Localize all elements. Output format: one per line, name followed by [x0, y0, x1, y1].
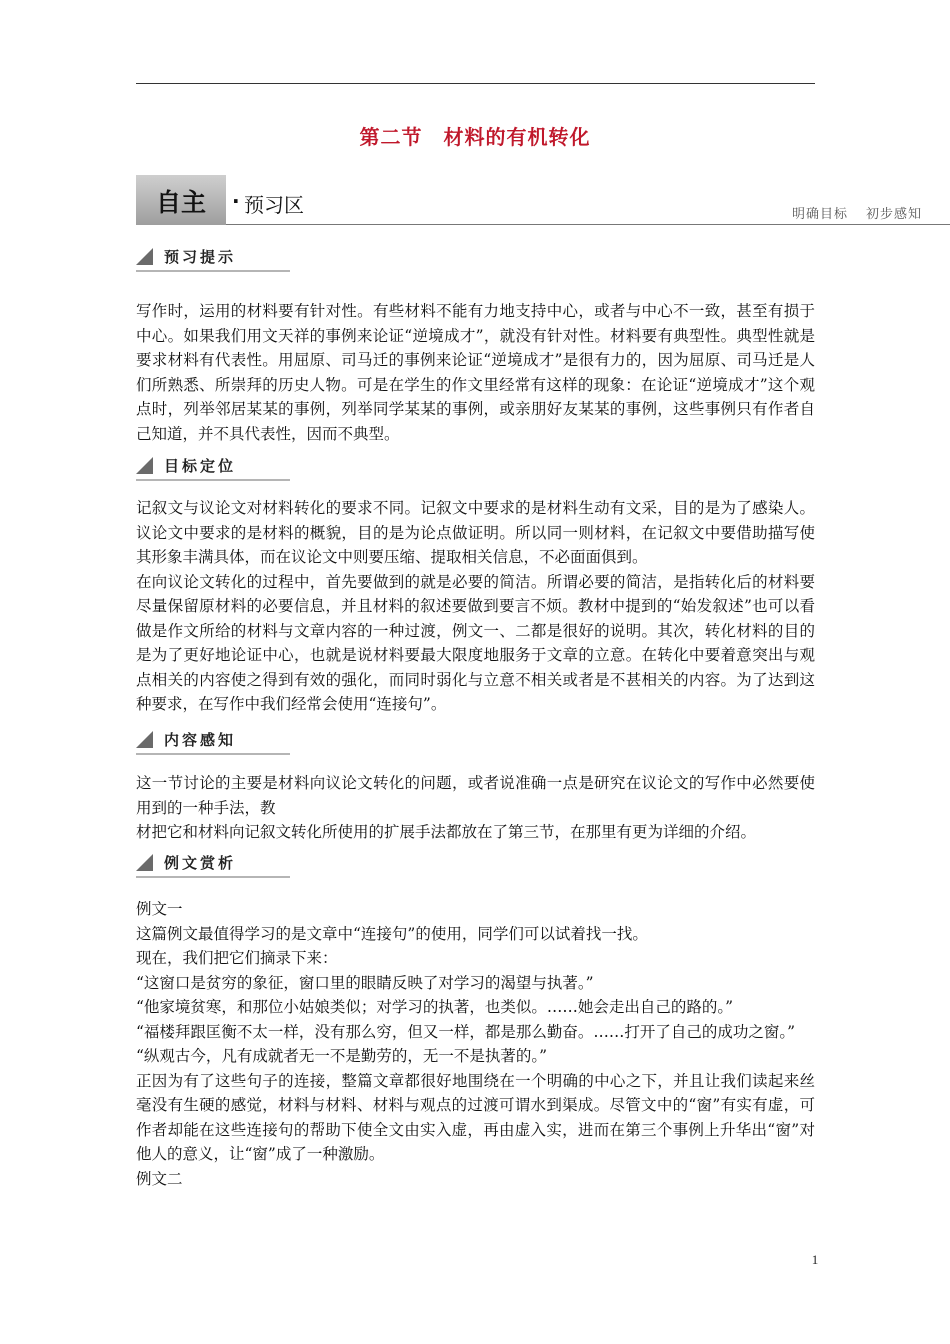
paragraph-text: 材把它和材料向记叙文转化所使用的扩展手法都放在了第三节，在那里有更为详细的介绍。	[136, 823, 757, 841]
quote-line: “他家境贫寒，和那位小姑娘类似；对学习的执著，也类似。……她会走出自己的路的。”	[136, 998, 734, 1016]
paragraph-text: 在向议论文转化的过程中，首先要做到的就是必要的简洁。所谓必要的简洁，是指转化后的材料要尽量保留原材料的必要信息，并且材料的叙述要做到要言不烦。教材中提到的“始发叙述”也可以看做是作文所给的材料与文章内容的一种过渡，例文一、二都是很好的说明。其次，转化材料的目的是为了更好地论证中心，也就是说材料要最大限度地服务于文章的立意。在转化中要着意突出与观点相关的内容使之得到有效的强化，而同时弱化与立意不相关或者是不甚相关的内容。为了达到这种要求，在写作中我们经常会使用“连接句”。	[136, 572, 815, 713]
section-banner	[136, 175, 950, 225]
paragraph-examples	[136, 897, 815, 1191]
triangle-icon	[136, 457, 153, 474]
triangle-icon	[136, 731, 153, 748]
section-heading-preview-tips	[136, 246, 290, 270]
section-heading-label: 内容感知	[164, 731, 237, 749]
paragraph-text: 正因为有了这些句子的连接，整篇文章都很好地围绕在一个明确的中心之下，并且让我们读起来丝毫没有生硬的感觉，材料与材料、材料与观点的过渡可谓水到渠成。尽管文中的“窗”有实有虚，可作者却能在这些连接句的帮助下使全文由实入虚，再由虚入实，进而在第三个事例上升华出“窗”对他人的意义，让“窗”成了一种激励。	[136, 1071, 815, 1163]
paragraph-text: 写作时，运用的材料要有针对性。有些材料不能有力地支持中心，或者与中心不一致，甚至有损于中心。如果我们用文天祥的事例来论证“逆境成才”，就没有针对性。材料要有典型性。典型性就是要求材料有代表性。用屈原、司马迁的事例来论证“逆境成才”是很有力的，因为屈原、司马迁是人们所熟悉、所崇拜的历史人物。可是在学生的作文里经常有这样的现象：在论证“逆境成才”这个观点时，列举邻居某某的事例，列举同学某某的事例，或亲朋好友某某的事例，这些事例只有作者自己知道，并不具代表性，因而不典型。	[136, 302, 815, 443]
banner-goal-2: 初步感知	[865, 207, 922, 222]
banner-goal-1: 明确目标	[791, 207, 848, 222]
banner-dot: ·	[232, 189, 240, 213]
section-heading-label: 例文赏析	[164, 854, 237, 872]
paragraph-goal	[136, 496, 815, 717]
triangle-icon	[136, 248, 153, 265]
section-heading-content	[136, 729, 290, 753]
banner-rule	[226, 224, 950, 225]
page-number: 1	[811, 1252, 819, 1267]
paragraph-preview-tips	[136, 299, 815, 446]
paragraph-content	[136, 771, 815, 845]
section-heading-rule	[136, 753, 290, 755]
section-heading-label: 预习提示	[164, 248, 237, 266]
paragraph-text: 这篇例文最值得学习的是文章中“连接句”的使用，同学们可以试着找一找。	[136, 924, 648, 943]
header-rule	[136, 83, 815, 84]
quote-line: “这窗口是贫穷的象征，窗口里的眼睛反映了对学习的渴望与执著。”	[136, 973, 594, 992]
section-heading-rule	[136, 270, 290, 272]
page-title: 第二节 材料的有机转化	[359, 125, 591, 149]
section-heading-goal	[136, 455, 290, 479]
triangle-icon	[136, 854, 153, 871]
paragraph-text: 例文二	[136, 1169, 183, 1188]
banner-main-text: 自主	[155, 188, 206, 217]
paragraph-text: 记叙文与议论文对材料转化的要求不同。记叙文中要求的是材料生动有文采，目的是为了感染人。议论文中要求的是材料的概貌，目的是为论点做证明。所以同一则材料，在记叙文中要借助描写使其形象丰满具体，而在议论文中则要压缩、提取相关信息，不必面面俱到。	[136, 499, 815, 566]
quote-line: “纵观古今，凡有成就者无一不是勤劳的，无一不是执著的。”	[136, 1047, 548, 1065]
banner-sub-text: 预习区	[244, 193, 304, 217]
section-heading-examples	[136, 852, 290, 876]
paragraph-text: 这一节讨论的主要是材料向议论文转化的问题，或者说准确一点是研究在议论文的写作中必然要使用到的一种手法，教	[136, 774, 815, 817]
section-heading-rule	[136, 479, 290, 481]
section-heading-rule	[136, 876, 290, 878]
paragraph-text: 现在，我们把它们摘录下来：	[136, 949, 338, 967]
quote-line: “福楼拜跟匡衡不太一样，没有那么穷，但又一样，都是那么勤奋。……打开了自己的成功之窗。”	[136, 1022, 796, 1041]
section-heading-label: 目标定位	[164, 457, 237, 475]
banner-goals	[792, 203, 922, 222]
paragraph-text: 例文一	[136, 900, 183, 918]
